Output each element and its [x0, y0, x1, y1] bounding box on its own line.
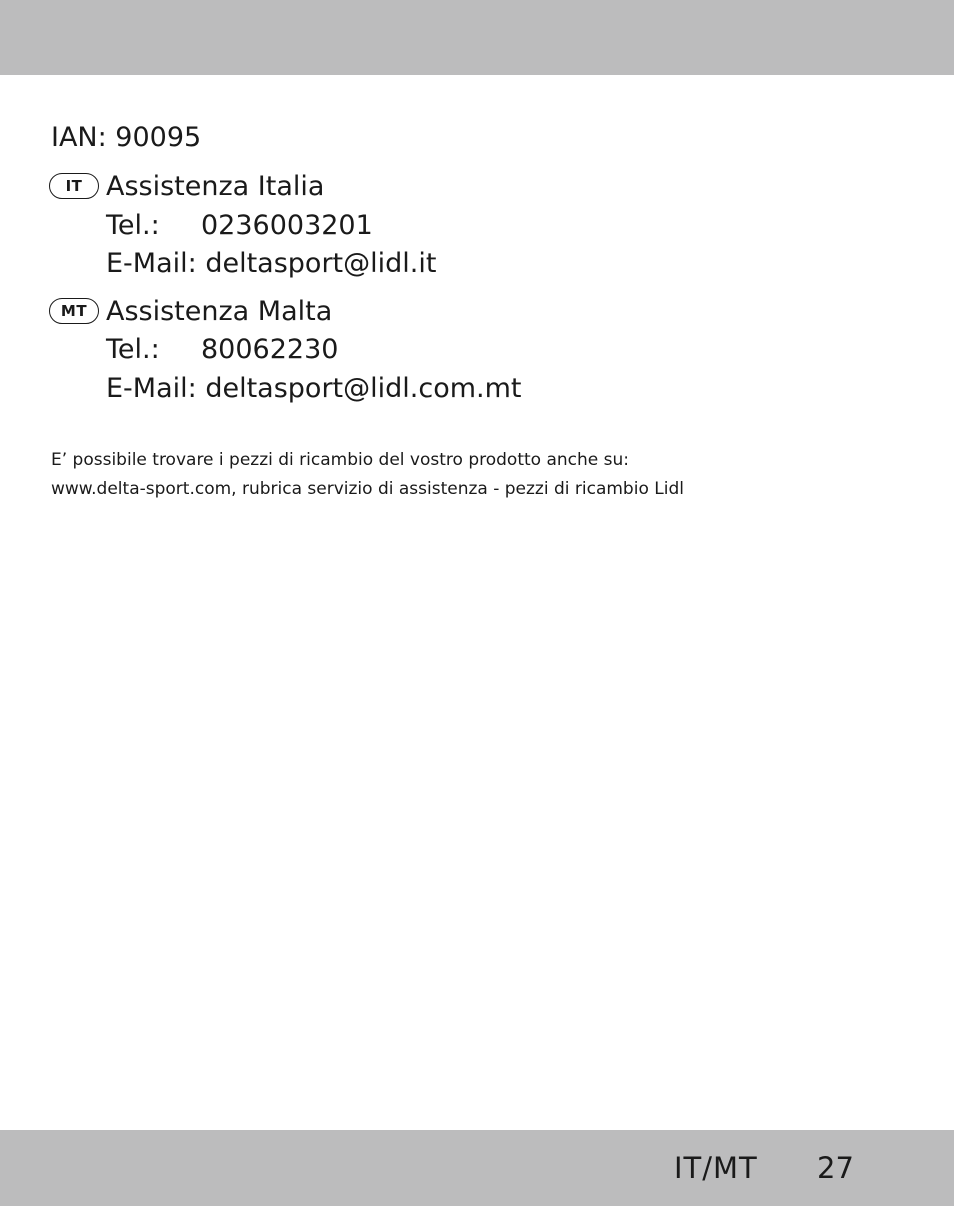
email-value[interactable]: deltasport@lidl.com.mt: [205, 373, 522, 404]
tel-value: 0236003201: [201, 210, 373, 241]
service-email-mt: [106, 371, 522, 407]
tel-label: Tel.:: [106, 210, 160, 241]
tel-value: 80062230: [201, 334, 339, 365]
tel-label: Tel.:: [106, 334, 160, 365]
footer-language: IT/MT: [674, 1151, 758, 1185]
header-bar: [0, 0, 954, 75]
email-label: E-Mail:: [106, 373, 197, 404]
country-badge-it-icon: IT: [49, 173, 99, 199]
footer-bar: [0, 1130, 954, 1206]
service-email-it: [106, 246, 436, 282]
service-title-it: Assistenza Italia: [106, 171, 325, 202]
email-value[interactable]: deltasport@lidl.it: [205, 248, 437, 279]
service-title-mt: Assistenza Malta: [106, 296, 333, 327]
spare-parts-note-line1: E’ possibile trovare i pezzi di ricambio del vostro prodotto anche su:: [51, 450, 629, 470]
page-number: 27: [817, 1151, 854, 1185]
spare-parts-note-line2: www.delta-sport.com, rubrica servizio di assistenza - pezzi di ricambio Lidl: [51, 479, 684, 499]
service-tel-it: [106, 208, 373, 244]
ian-number: IAN: 90095: [51, 122, 202, 153]
country-badge-mt-icon: MT: [49, 298, 99, 324]
email-label: E-Mail:: [106, 248, 197, 279]
service-tel-mt: [106, 332, 338, 368]
